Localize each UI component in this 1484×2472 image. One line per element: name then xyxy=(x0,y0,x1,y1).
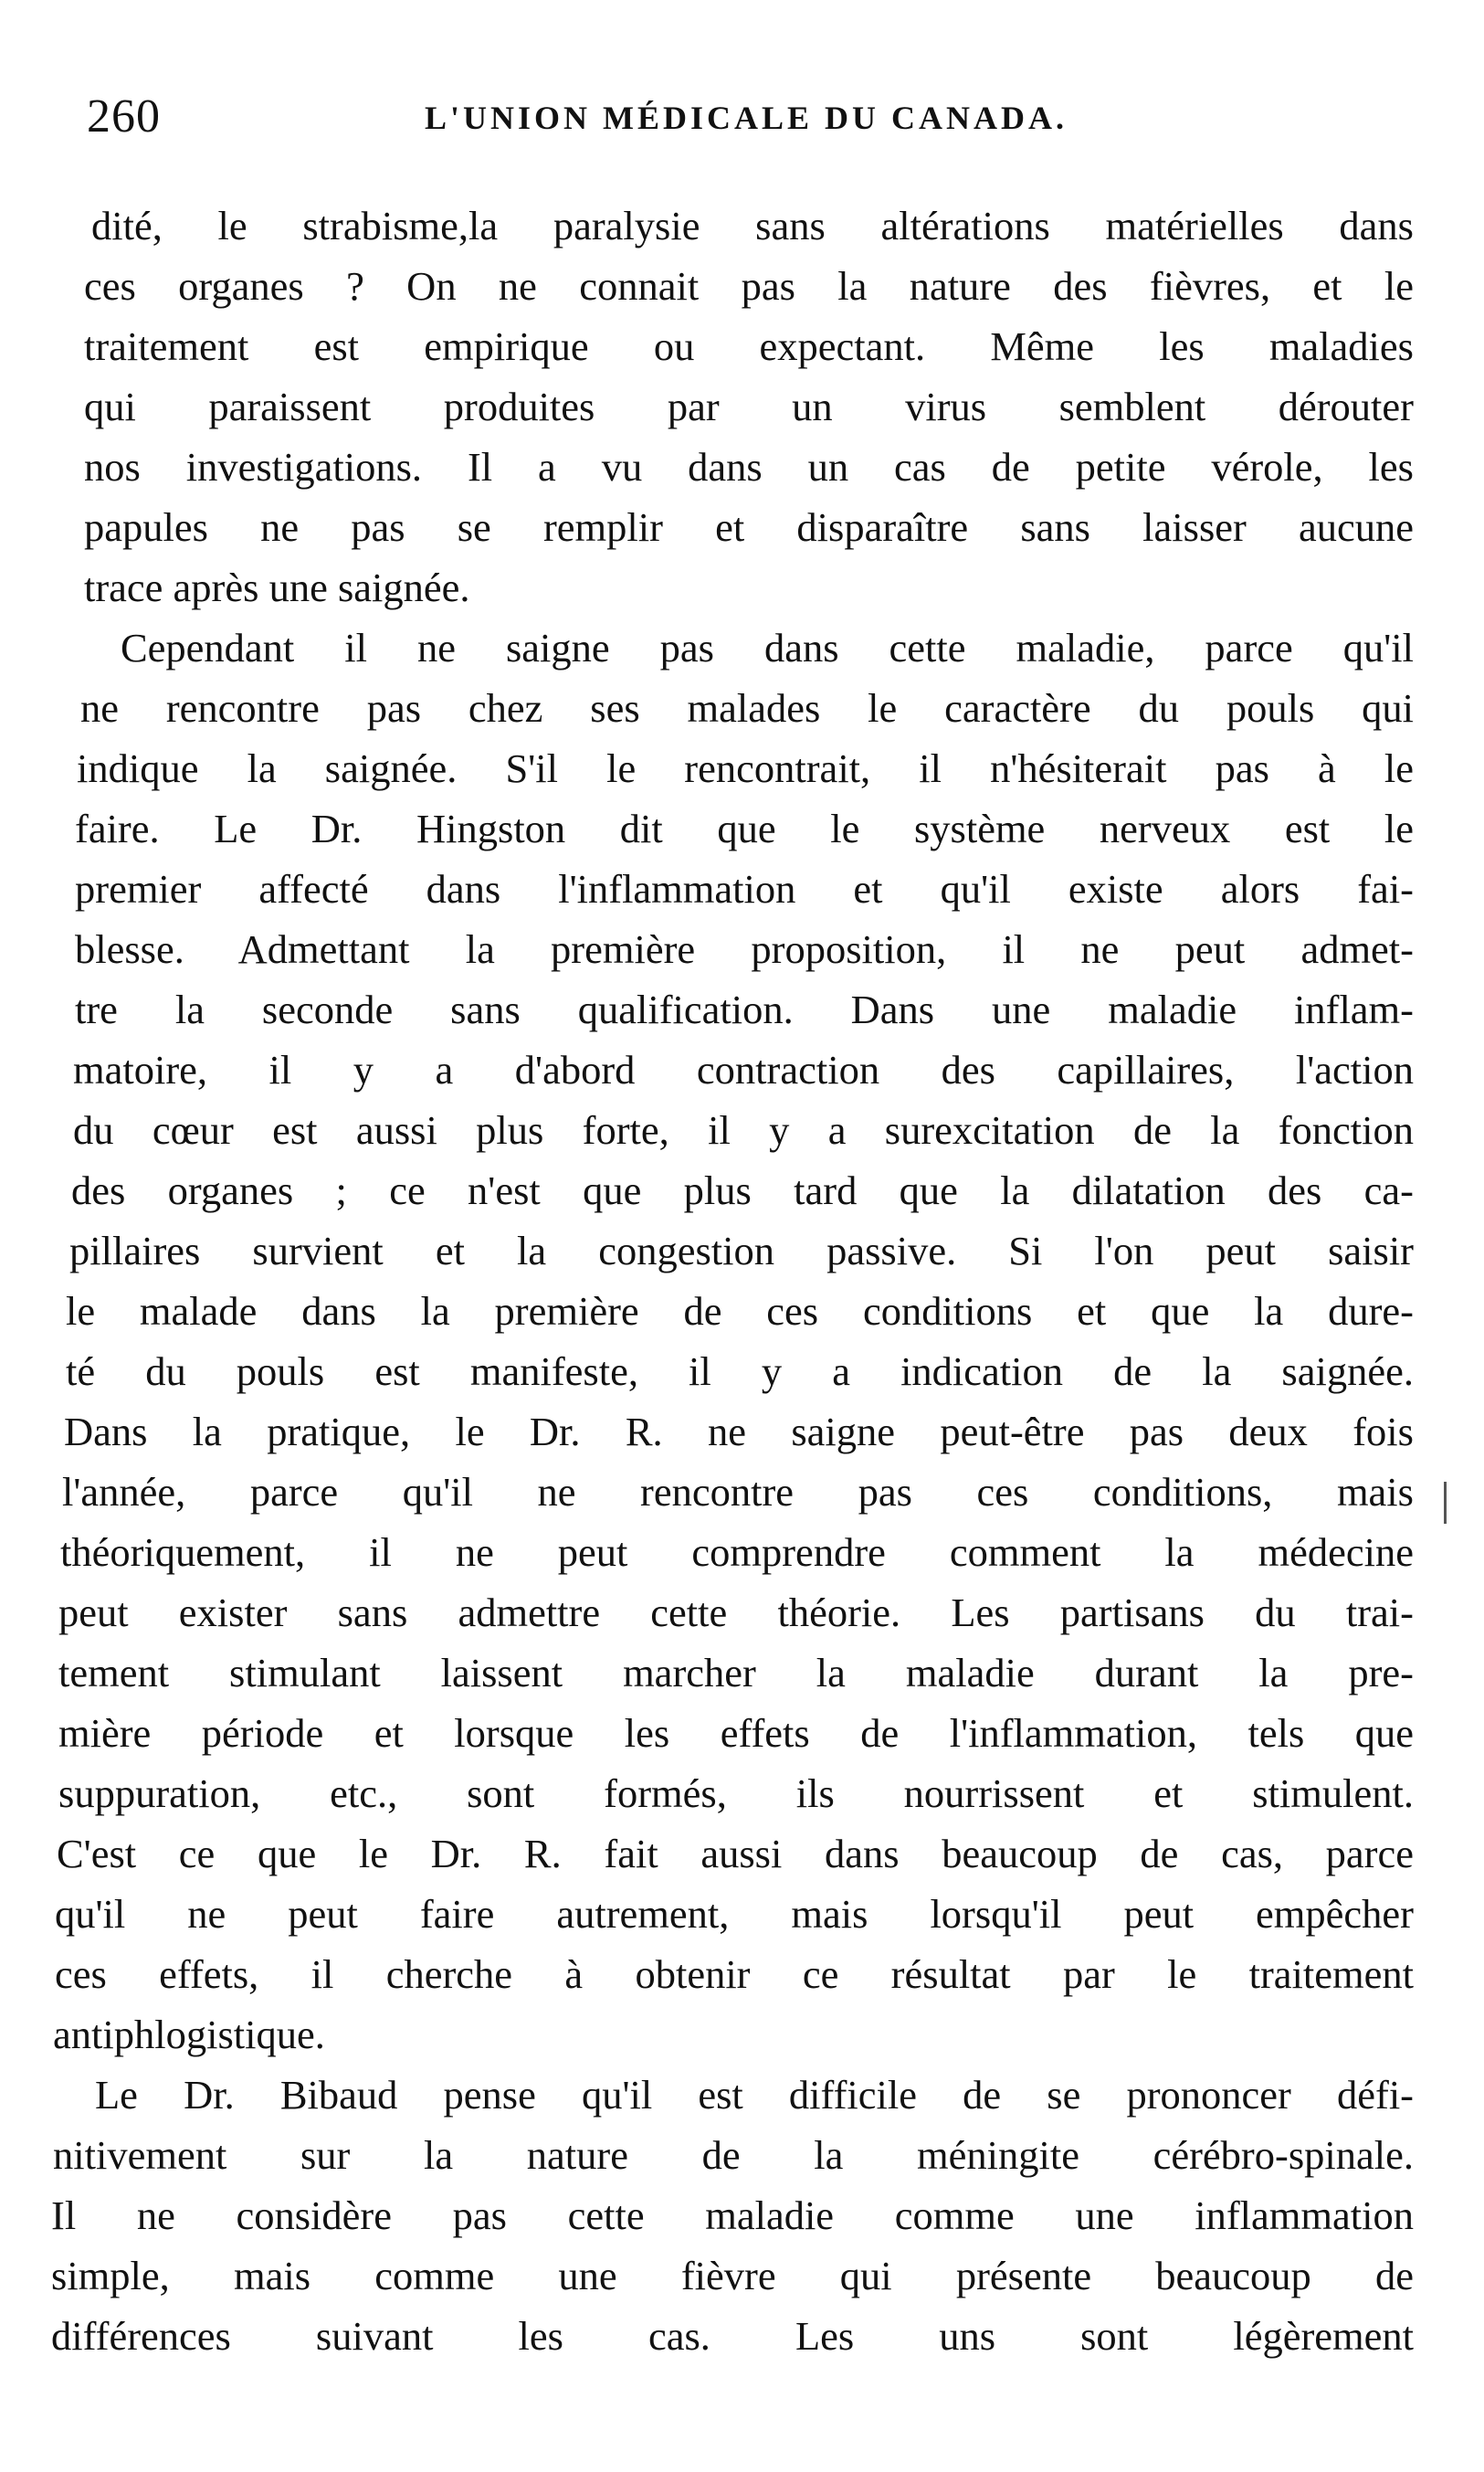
text-line: pillaires survient et la congestion passive. Si l'on peut saisir xyxy=(69,1228,1414,1273)
text-line: C'est ce que le Dr. R. fait aussi dans beaucoup de cas, parce xyxy=(57,1831,1414,1876)
text-line: du cœur est aussi plus forte, il y a surexcitation de la fonction xyxy=(73,1107,1414,1153)
text-line: nos investigations. Il a vu dans un cas de petite vérole, les xyxy=(84,444,1414,490)
margin-mark xyxy=(1444,1482,1447,1524)
text-line: qu'il ne peut faire autrement, mais lorsqu'il peut empêcher xyxy=(55,1891,1414,1937)
text-line: papules ne pas se remplir et disparaître sans laisser aucune xyxy=(84,504,1414,550)
text-line: différences suivant les cas. Les uns sont légèrement xyxy=(51,2313,1414,2359)
text-line: des organes ; ce n'est que plus tard que la dilatation des ca- xyxy=(71,1167,1414,1213)
text-line: tement stimulant laissent marcher la maladie durant la pre- xyxy=(58,1650,1414,1696)
text-line: Dans la pratique, le Dr. R. ne saigne peut-être pas deux fois xyxy=(64,1409,1414,1454)
text-line: trace après une saignée. xyxy=(84,565,470,610)
text-line: ces effets, il cherche à obtenir ce résultat par le traitement xyxy=(55,1951,1414,1997)
text-line: l'année, parce qu'il ne rencontre pas ces conditions, mais xyxy=(62,1469,1414,1515)
text-line: premier affecté dans l'inflammation et qu'il existe alors fai- xyxy=(75,866,1414,912)
text-line paragraph-start: Cependant il ne saigne pas dans cette maladie, parce qu'il xyxy=(121,625,1414,671)
text-line: matoire, il y a d'abord contraction des capillaires, l'action xyxy=(73,1047,1414,1093)
text-line: Il ne considère pas cette maladie comme une inflammation xyxy=(51,2192,1414,2238)
text-line: ne rencontre pas chez ses malades le caractère du pouls qui xyxy=(80,685,1414,731)
text-line: mière période et lorsque les effets de l'inflammation, tels que xyxy=(58,1710,1414,1756)
text-line: blesse. Admettant la première proposition, il ne peut admet- xyxy=(75,926,1414,972)
text-line: dité, le strabisme,la paralysie sans altérations matérielles dans xyxy=(91,203,1414,248)
running-head: L'UNION MÉDICALE DU CANADA. xyxy=(425,100,1068,136)
page-number: 260 xyxy=(87,90,161,143)
text-line: traitement est empirique ou expectant. Même les maladies xyxy=(84,323,1414,369)
text-line: qui paraissent produites par un virus semblent dérouter xyxy=(84,384,1414,429)
text-line: suppuration, etc., sont formés, ils nourrissent et stimulent. xyxy=(58,1770,1414,1816)
text-line: nitivement sur la nature de la méningite cérébro-spinale. xyxy=(53,2132,1414,2178)
text-line: té du pouls est manifeste, il y a indication de la saignée. xyxy=(66,1348,1414,1394)
text-line: simple, mais comme une fièvre qui présente beaucoup de xyxy=(51,2253,1414,2298)
text-line: indique la saignée. S'il le rencontrait, il n'hésiterait pas à le xyxy=(77,745,1414,791)
text-line: faire. Le Dr. Hingston dit que le système nerveux est le xyxy=(75,806,1414,851)
text-line: théoriquement, il ne peut comprendre comment la médecine xyxy=(60,1529,1414,1575)
page-header xyxy=(0,90,1484,144)
text-line: ces organes ? On ne connait pas la nature des fièvres, et le xyxy=(84,263,1414,309)
text-line paragraph-start: Le Dr. Bibaud pense qu'il est difficile de se prononcer défi- xyxy=(95,2072,1414,2118)
text-line: tre la seconde sans qualification. Dans une maladie inflam- xyxy=(75,987,1414,1032)
text-line: peut exister sans admettre cette théorie. Les partisans du trai- xyxy=(58,1590,1414,1635)
text-line: antiphlogistique. xyxy=(53,2012,325,2057)
text-line: le malade dans la première de ces conditions et que la dure- xyxy=(66,1288,1414,1334)
